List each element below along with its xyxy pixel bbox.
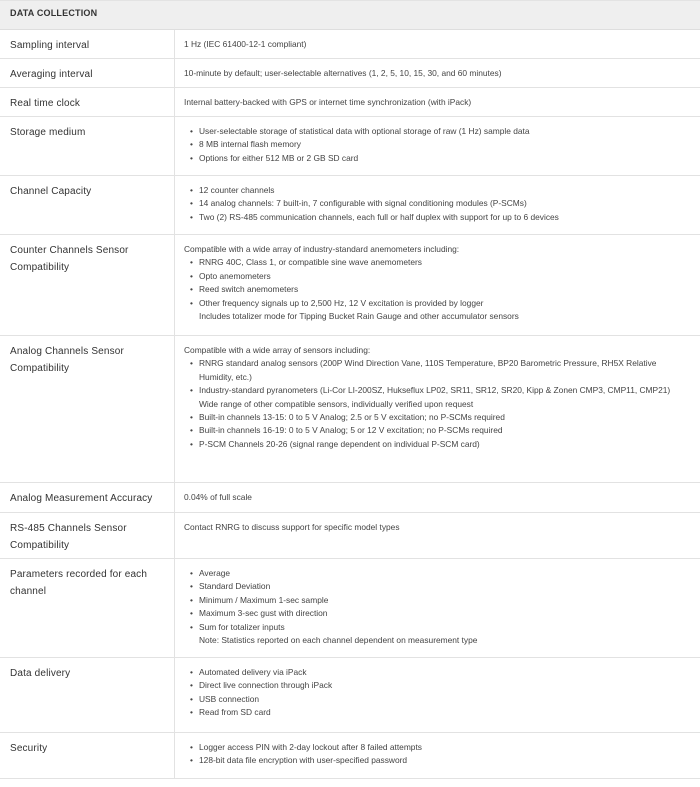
value-text: 10-minute by default; user-selectable alternatives (1, 2, 5, 10, 15, 30, and 60 minutes): [184, 68, 502, 78]
spec-row-rs485-channels: [0, 513, 700, 559]
bullet-list: [184, 411, 692, 451]
spec-row-analog-accuracy: [0, 483, 700, 513]
bullet-item: • Built-in channels 16-19: 0 to 5 V Analog; 5 or 12 V excitation; no P-SCMs required: [190, 424, 692, 437]
row-label: Data delivery: [0, 658, 175, 732]
bullet-item: • Minimum / Maximum 1-sec sample: [190, 594, 692, 607]
bullet-list: [184, 184, 692, 224]
value-note: Wide range of other compatible sensors, individually verified upon request: [199, 398, 474, 409]
spec-row-channel-capacity: [0, 176, 700, 235]
bullet-item: • User-selectable storage of statistical data with optional storage of raw (1 Hz) sample data: [190, 125, 692, 138]
row-value: [175, 235, 700, 335]
bullet-item: • Industry-standard pyranometers (Li-Cor LI-200SZ, Hukseflux LP02, SR11, SR12, SR20, Kipp & Zonen CMP3, CMP11, CMP21): [190, 384, 692, 397]
row-value: [175, 117, 700, 175]
bullet-item: • Options for either 512 MB or 2 GB SD card: [190, 152, 692, 165]
row-value: [175, 483, 700, 512]
value-text: Contact RNRG to discuss support for specific model types: [184, 522, 400, 532]
bullet-list: [184, 125, 692, 165]
bullet-list: [184, 567, 692, 634]
bullet-item: • RNRG 40C, Class 1, or compatible sine wave anemometers: [190, 256, 692, 269]
row-label: Real time clock: [0, 88, 175, 116]
value-note: Note: Statistics reported on each channel dependent on measurement type: [199, 635, 478, 646]
bullet-item: • Two (2) RS-485 communication channels, each full or half duplex with support for up to 6 devices: [190, 211, 692, 224]
value-text: Internal battery-backed with GPS or internet time synchronization (with iPack): [184, 97, 472, 107]
row-label: Sampling interval: [0, 30, 175, 58]
row-value: [175, 513, 700, 558]
row-label: Security: [0, 733, 175, 778]
bullet-item: • Reed switch anemometers: [190, 283, 692, 296]
spec-row-data-delivery: [0, 658, 700, 733]
bullet-item: • Other frequency signals up to 2,500 Hz, 12 V excitation is provided by logger: [190, 297, 692, 310]
bullet-item: • Standard Deviation: [190, 580, 692, 593]
value-intro: Compatible with a wide array of sensors including:: [184, 345, 371, 355]
row-value: [175, 59, 700, 87]
value-text: 0.04% of full scale: [184, 492, 252, 502]
spec-row-security: [0, 733, 700, 779]
bullet-item: • USB connection: [190, 693, 692, 706]
value-intro: Compatible with a wide array of industry-standard anemometers including:: [184, 244, 460, 254]
bullet-item: • 128-bit data file encryption with user-specified password: [190, 754, 692, 767]
row-value: [175, 733, 700, 778]
spec-row-sampling-interval: [0, 30, 700, 59]
spec-row-counter-channels: [0, 235, 700, 336]
bullet-item: • Average: [190, 567, 692, 580]
section-header: DATA COLLECTION: [0, 1, 700, 30]
bullet-item: • Direct live connection through iPack: [190, 679, 692, 692]
bullet-item: • Maximum 3-sec gust with direction: [190, 607, 692, 620]
row-label: Storage medium: [0, 117, 175, 175]
bullet-item: • Read from SD card: [190, 706, 692, 719]
row-label: RS-485 Channels Sensor Compatibility: [0, 513, 175, 558]
bullet-item: • 8 MB internal flash memory: [190, 138, 692, 151]
bullet-item: • 12 counter channels: [190, 184, 692, 197]
row-label: Analog Measurement Accuracy: [0, 483, 175, 512]
row-label: Parameters recorded for each channel: [0, 559, 175, 657]
bullet-item: • Opto anemometers: [190, 270, 692, 283]
spec-row-analog-channels: [0, 336, 700, 483]
bullet-item: • P-SCM Channels 20-26 (signal range dependent on individual P-SCM card): [190, 438, 692, 451]
row-value: [175, 88, 700, 116]
bullet-item: • Sum for totalizer inputs: [190, 621, 692, 634]
bullet-item: • Built-in channels 13-15: 0 to 5 V Analog; 2.5 or 5 V excitation; no P-SCMs required: [190, 411, 692, 424]
row-value: [175, 176, 700, 234]
bullet-item: • Automated delivery via iPack: [190, 666, 692, 679]
spec-row-parameters-recorded: [0, 559, 700, 658]
bullet-item: • RNRG standard analog sensors (200P Wind Direction Vane, 110S Temperature, BP20 Barometric Pressure, RH5X Relative Humidity, etc.): [190, 357, 692, 384]
row-value: [175, 559, 700, 657]
row-label: Averaging interval: [0, 59, 175, 87]
row-value: [175, 658, 700, 732]
bullet-list: [184, 357, 692, 397]
value-text: 1 Hz (IEC 61400-12-1 compliant): [184, 39, 307, 49]
row-value: [175, 30, 700, 58]
bullet-list: [184, 256, 692, 310]
bullet-list: [184, 666, 692, 720]
bullet-list: [184, 741, 692, 768]
row-value: [175, 336, 700, 482]
bullet-item: • Logger access PIN with 2-day lockout after 8 failed attempts: [190, 741, 692, 754]
bullet-item: • 14 analog channels: 7 built-in, 7 configurable with signal conditioning modules (P-SCMs): [190, 197, 692, 210]
spec-row-real-time-clock: [0, 88, 700, 117]
row-label: Analog Channels Sensor Compatibility: [0, 336, 175, 482]
value-note: Includes totalizer mode for Tipping Bucket Rain Gauge and other accumulator sensors: [199, 311, 519, 322]
row-label: Channel Capacity: [0, 176, 175, 234]
row-label: Counter Channels Sensor Compatibility: [0, 235, 175, 335]
spec-row-storage-medium: [0, 117, 700, 176]
spec-row-averaging-interval: [0, 59, 700, 88]
